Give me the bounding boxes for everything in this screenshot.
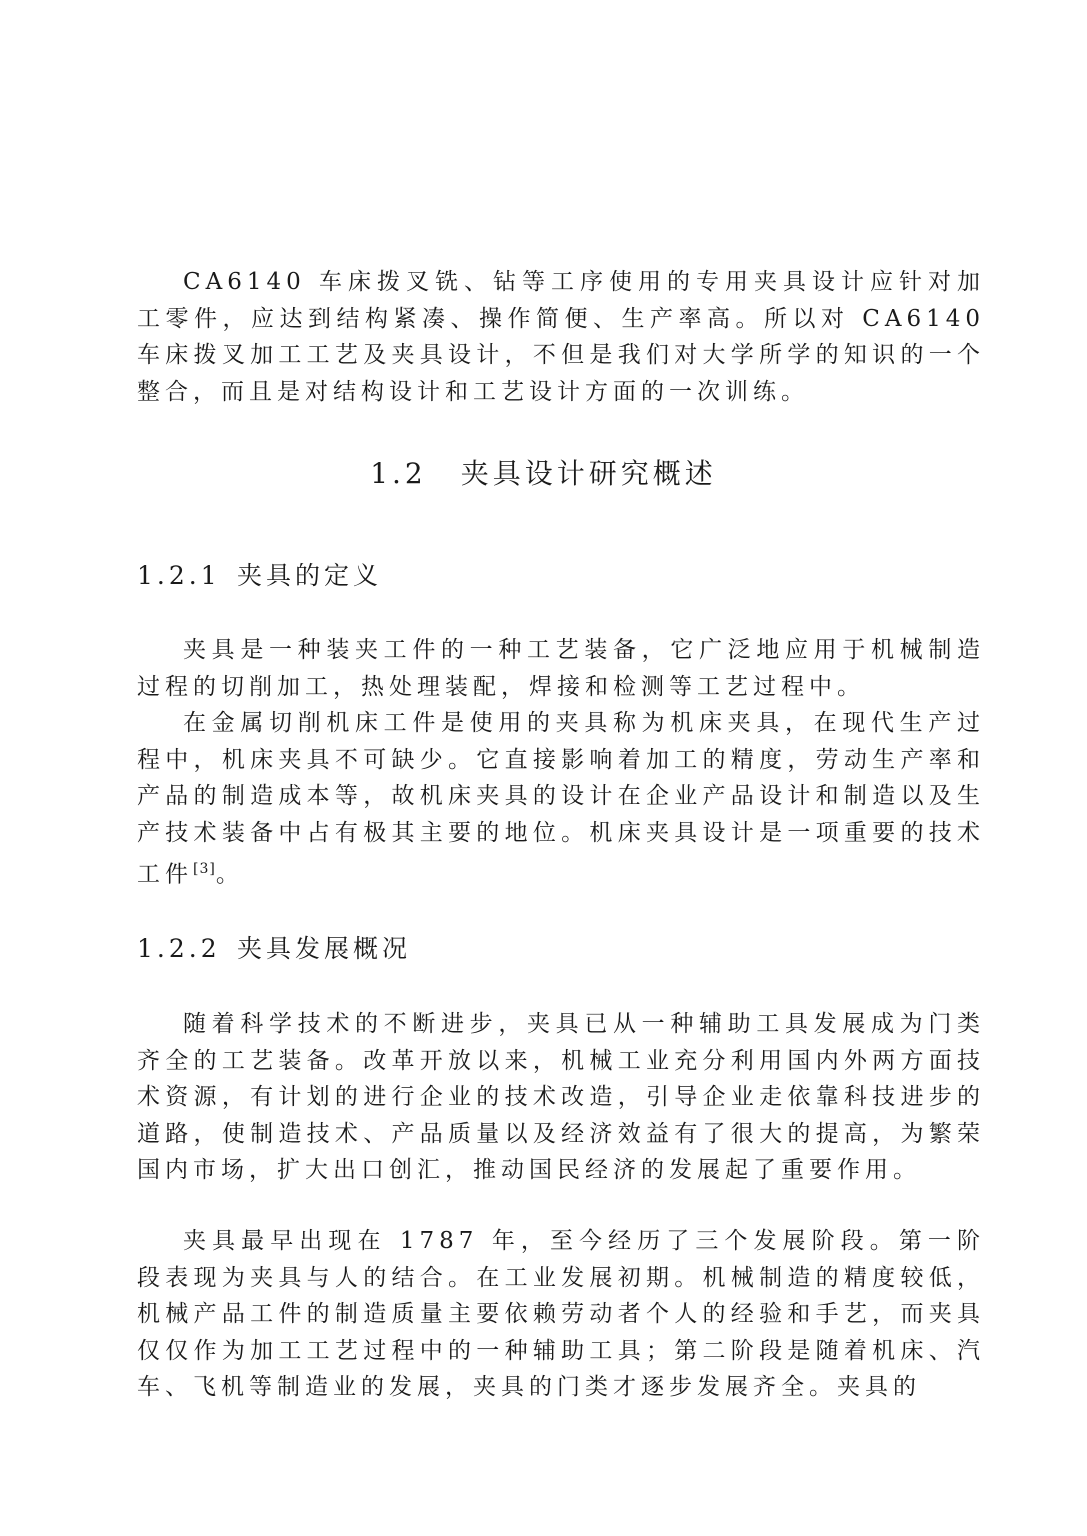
subsection-number-2: 1.2.2 — [137, 934, 221, 963]
development-paragraph-1: 随着科学技术的不断进步，夹具已从一种辅助工具发展成为门类齐全的工艺装备。改革开放以来，机械工业充分利用国内外两方面技术资源，有计划的进行企业的技术改造，引导企业走依靠科技进步的道路，使制造技术、产品质量以及经济效益有了很大的提高，为繁荣国内市场，扩大出口创汇，推动国民经济的发展起了重要作用。 — [137, 1011, 985, 1184]
subsection-heading-1 — [137, 556, 382, 592]
section-number: 1.2 — [370, 457, 427, 490]
citation-marker: [3] — [193, 861, 216, 878]
section-title: 夹具设计研究概述 — [460, 457, 717, 490]
subsection-number-1: 1.2.1 — [137, 561, 221, 590]
section-heading — [0, 452, 1087, 492]
subsection-heading-2 — [137, 929, 411, 965]
definition-paragraph-2-text: 在金属切削机床工件是使用的夹具称为机床夹具，在现代生产过程中，机床夹具不可缺少。它直接影响着加工的精度，劳动生产率和产品的制造成本等，故机床夹具的设计在企业产品设计和制造以及生产技术装备中占有极其主要的地位。机床夹具设计是一项重要的技术工件 — [137, 710, 985, 889]
subsection-title-1: 夹具的定义 — [237, 561, 383, 590]
definition-paragraph-1: 夹具是一种装夹工件的一种工艺装备，它广泛地应用于机械制造过程的切削加工，热处理装配，焊接和检测等工艺过程中。 — [137, 637, 985, 700]
development-paragraph-2: 夹具最早出现在 1787 年，至今经历了三个发展阶段。第一阶段表现为夹具与人的结合。在工业发展初期。机械制造的精度较低，机械产品工件的制造质量主要依赖劳动者个人的经验和手艺，而夹具仅仅作为加工工艺过程中的一种辅助工具；第二阶段是随着机床、汽车、飞机等制造业的发展，夹具的门类才逐步发展齐全。夹具的 — [137, 1228, 985, 1401]
definition-paragraph-2 — [137, 705, 985, 894]
intro-paragraph: CA6140 车床拨叉铣、钻等工序使用的专用夹具设计应针对加工零件，应达到结构紧凑、操作简便、生产率高。所以对 CA6140 车床拨叉加工工艺及夹具设计，不但是我们对大学所学的知识的一个整合，而且是对结构设计和工艺设计方面的一次训练。 — [137, 269, 985, 405]
definition-paragraph-2-end: 。 — [215, 862, 244, 889]
subsection-title-2: 夹具发展概况 — [237, 934, 412, 963]
